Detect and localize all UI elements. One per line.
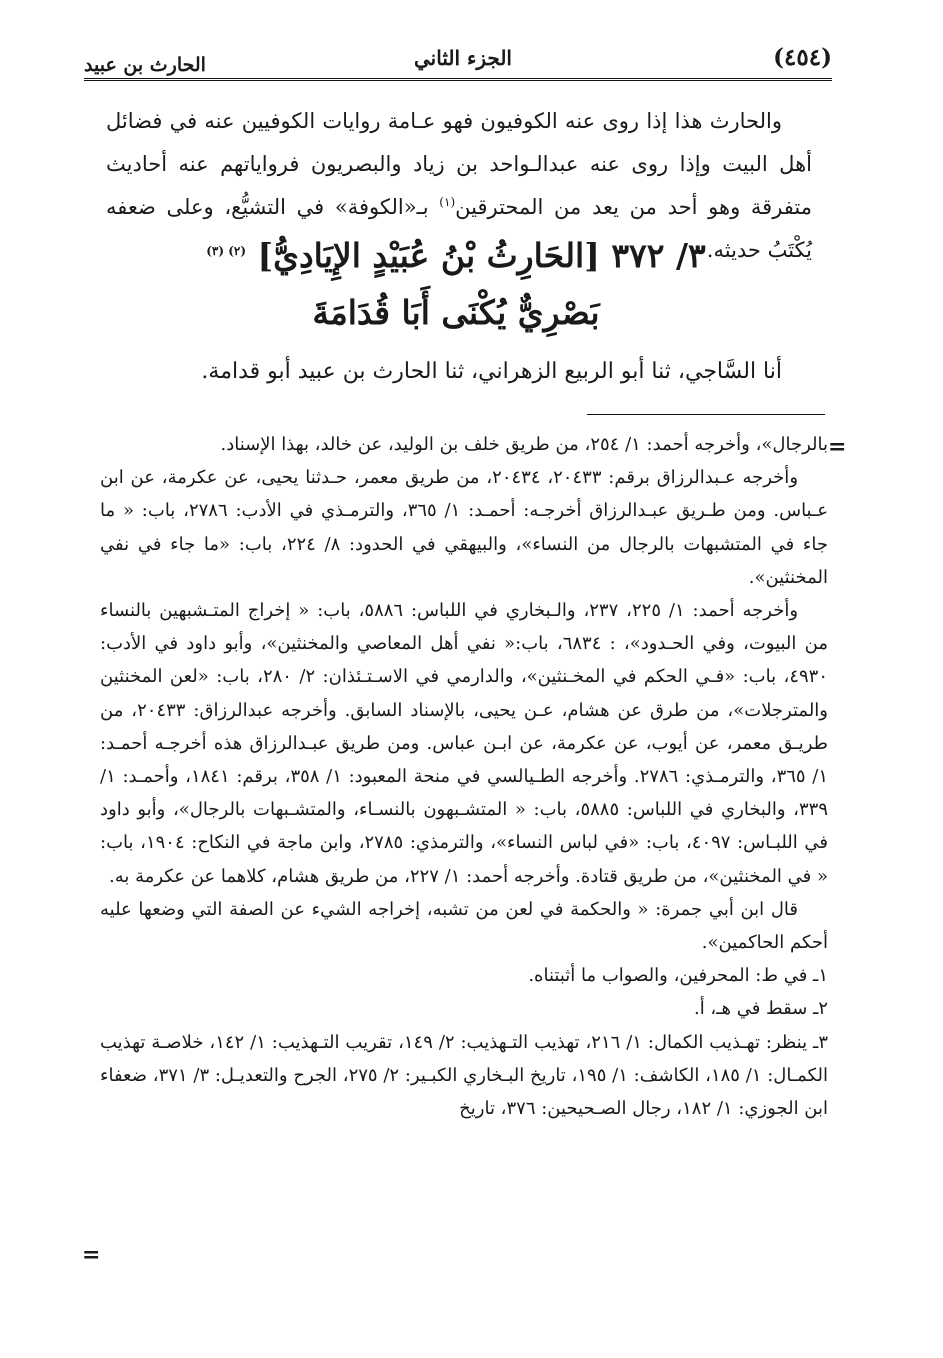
continuation-mark-bottom: =: [82, 1242, 101, 1268]
entry-title: [100, 232, 812, 280]
footnote-continued-3: وأخرجه أحمد: ١/ ٢٢٥، ٢٣٧، والـبخاري في اللباس: ٥٨٨٦، باب: « إخراج المتـشبهين بالنساء من البيوت، وفي الحـدود»، : ٦٨٣٤، باب:« نفي أهل المعاصي والمخنثين»، وأبو داود في الأدب: ٤٩٣٠، باب: «فـي الحكم في المخـنثين»، والدارمي في الاسـتـئذان: ٢/ ٢٨٠، باب: «لعن المخنثين والمترجلات»، من طرق عن هشام، عـن يحيى، بالإسناد السابق. وأخرجه عبدالرزاق: ٢٠٤٣٣، من طريـق معمر، عن أيوب، عن عكرمة، عن ابـن عباس. ومن طريق عبـدالرزاق هذه أخرجـه أحمـد: ١/ ٣٦٥، والترمـذي: ٢٧٨٦. وأخرجه الطـيالسي في منحة المعبود: ١/ ٣٥٨، برقم: ١٨٤١، وأحمـد: ١/ ٣٣٩، والبخاري في اللباس: ٥٨٨٥، باب: « المتشـبهون بالنسـاء، والمتشـبهات بالرجال»، وأبو داود في اللبـاس: ٤٠٩٧، باب: «في لباس النساء»، والترمذي: ٢٧٨٥، وابن ماجة في النكاح: ١٩٠٤، باب: « في المخنثين»، من طريق قتادة. وأخرجه أحمد: ١/ ٢٢٧، من طريق هشام، كلاهما عن عكرمة به.: [100, 600, 829, 887]
entry-title-refs: (٢) (٣): [206, 244, 247, 258]
footnote-continued-2: وأخرجه عـبدالرزاق برقم: ٢٠٤٣٣، ٢٠٤٣٤، من طريق معمر، حـدثنا يحيى، عن عكرمة، عن ابن عـباس. ومن طـريق عبـدالرزاق أخرجـه: أحمـد: ١/ ٣٦٥، والترمـذي في الأدب: ٢٧٨٦، باب: « ما جاء في المتشبهات بالرجال من النساء»، والبيهقي في الحدود: ٨/ ٢٢٤، باب: «ما جاء في نفي المخنثين».: [100, 467, 828, 588]
continuation-mark-top: =: [828, 434, 847, 460]
footnote-ref-1: (١): [439, 195, 456, 209]
paragraph-end: بـ«الكوفة» في التشيُّع، وعلى ضعفه يُكْتَبُ حديثه.: [106, 195, 812, 262]
footnote-3: ٣ـ ينظر: تهـذيب الكمال: ١/ ٢١٦، تهذيب التـهذيب: ٢/ ١٤٩، تقريب التـهذيب: ١/ ١٤٢، خلاصـة تهذيب الكمـال: ١/ ١٨٥، الكاشف: ١/ ١٩٥، تاريخ البـخاري الكبـير: ٢/ ٢٧٥، الجرح والتعديـل: ٣/ ٣٧١، ضعفاء ابن الجوزي: ١/ ١٨٢، رجال الصـحيحين: ٣٧٦، تاريخ: [100, 1031, 828, 1120]
footnote-continued-4: قال ابن أبي جمرة: « والحكمة في لعن من تشبه، إخراجه الشيء عن الصفة التي وضعها عليه أحكم الحاكمين».: [100, 898, 828, 954]
page-number: (٤٥٤): [773, 44, 832, 71]
part-title: الجزء الثاني: [414, 46, 512, 70]
paragraph-text: والحارث هذا إذا روى عنه الكوفيون فهو عـامة روايات الكوفيين عنه في فضائل أهل البيت وإذا روى عنه عبدالـواحد بن زياد والبصريون فرواياتهم عنه أحاديث متفرقة وهو أحد من يعد من المحترقين: [106, 109, 813, 219]
entry-title-text: ٣/ ٣٧٢ [الحَارِثُ بْنُ عُبَيْدٍ الإِيَادِيُّ]: [257, 236, 706, 275]
footnote-continued-1: بالرجال»، وأخرجه أحمد: ١/ ٢٥٤، من طريق خلف بن الوليد، عن خالد، بهذا الإسناد.: [220, 434, 828, 455]
page-header: [84, 42, 832, 82]
footnotes: [100, 428, 828, 1125]
isnad-line: أنا السَّاجي، ثنا أبو الربيع الزهراني، ثنا الحارث بن عبيد أبو قدامة.: [201, 359, 782, 384]
running-title: الحارث بن عبيد: [84, 54, 206, 76]
footnote-1: ١ـ في ط: المحرفين، والصواب ما أثبتناه.: [528, 965, 828, 987]
footnote-separator: [587, 414, 825, 415]
footnote-2: ٢ـ سقط في هـ، أ.: [693, 998, 828, 1020]
header-rule: [84, 78, 832, 81]
entry-subtitle: بَصْرِيٌّ يُكْنَى أَبَا قُدَامَةَ: [312, 293, 600, 332]
